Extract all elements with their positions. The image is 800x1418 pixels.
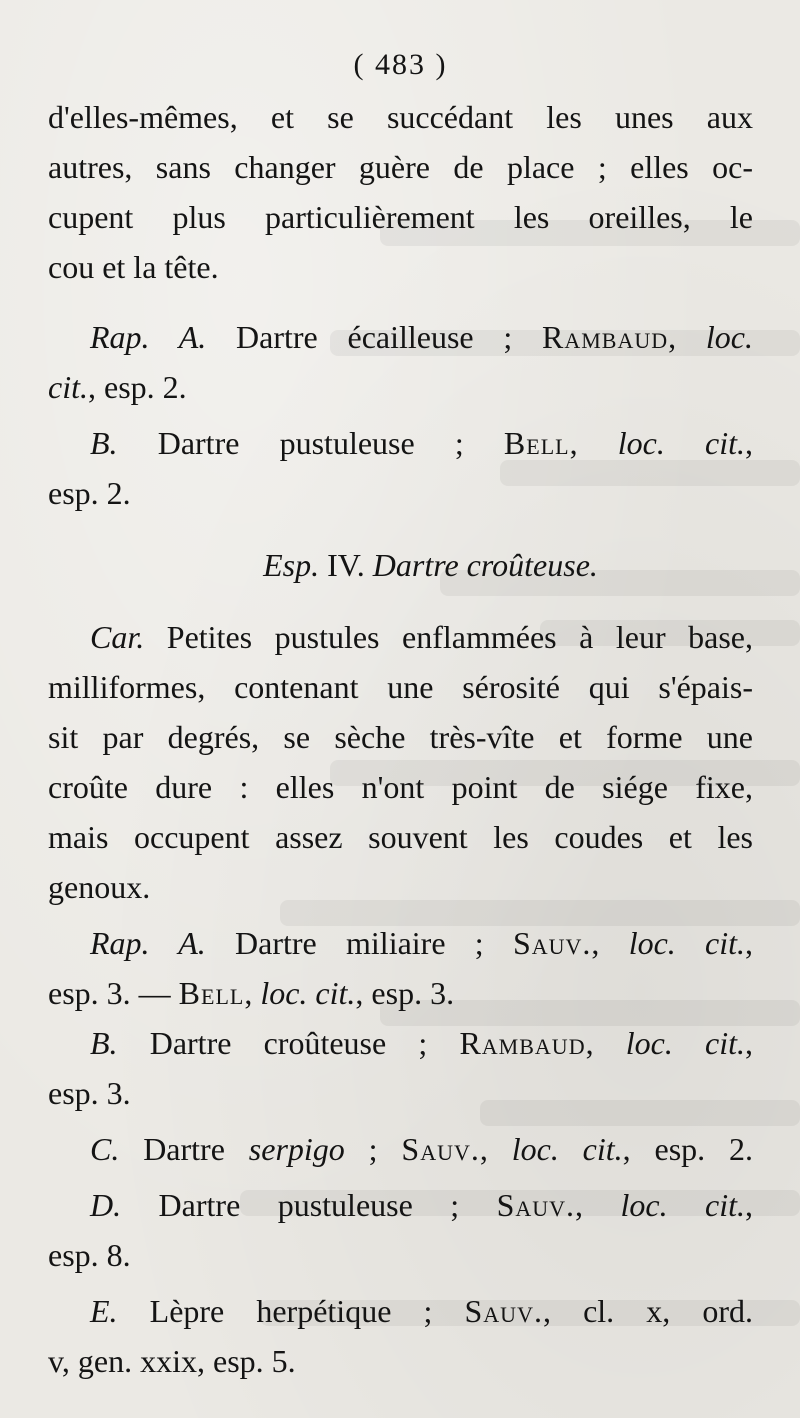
text-line: cit., esp. 2.	[48, 369, 187, 405]
text-line: esp. 8.	[48, 1237, 131, 1273]
text-line: esp. 2.	[48, 475, 131, 511]
text-line: autres, sans changer guère de place ; elles oc-	[48, 149, 753, 185]
text-line: D. Dartre pustuleuse ; Sauv., loc. cit.,	[90, 1187, 754, 1223]
author-name: Rambaud	[542, 319, 669, 355]
rapport-d	[48, 1180, 753, 1280]
rapport-a-2	[48, 918, 753, 1018]
page-number: ( 483 )	[353, 48, 448, 81]
text-line: esp. 3. — Bell, loc. cit., esp. 3.	[48, 975, 455, 1011]
text-line: cupent plus particulièrement les oreilles, le	[48, 199, 753, 235]
text-line: cou et la tête.	[48, 249, 219, 285]
text-line: sit par degrés, se sèche très-vîte et forme une	[48, 719, 753, 755]
author-name: Rambaud	[459, 1025, 586, 1061]
text-line: B. Dartre croûteuse ; Rambaud, loc. cit.,	[90, 1025, 754, 1061]
text-line: E. Lèpre herpétique ; Sauv., cl. x, ord.	[90, 1293, 754, 1329]
rap-label: C.	[90, 1131, 120, 1167]
rapport-b-1	[48, 418, 753, 518]
text-line: d'elles-mêmes, et se succédant les unes aux	[48, 99, 753, 135]
text-line: Car. Petites pustules enflammées à leur base,	[90, 619, 753, 655]
author-name: Bell	[503, 425, 570, 461]
author-name: Sauv.	[401, 1131, 480, 1167]
rap-label: Rap. A.	[90, 925, 206, 961]
rapport-e	[48, 1286, 753, 1386]
car-label: Car.	[90, 619, 145, 655]
text-line: mais occupent assez souvent les coudes et les	[48, 819, 753, 855]
text-line: C. Dartre serpigo ; Sauv., loc. cit., esp. 2.	[90, 1131, 754, 1167]
text-line: B. Dartre pustuleuse ; Bell, loc. cit.,	[90, 425, 754, 461]
rap-label: D.	[90, 1187, 122, 1223]
author-name: Sauv.	[464, 1293, 543, 1329]
rapport-b-2	[48, 1018, 753, 1118]
page-text	[48, 40, 753, 1386]
text-line: Rap. A. Dartre écailleuse ; Rambaud, loc.	[90, 319, 753, 355]
text-line: milliformes, contenant une sérosité qui s'épais-	[48, 669, 753, 705]
rap-label: E.	[90, 1293, 118, 1329]
rap-label: B.	[90, 1025, 118, 1061]
rapport-a-1	[48, 312, 753, 412]
author-name: Bell	[178, 975, 245, 1011]
rapport-c	[48, 1124, 753, 1174]
author-name: Sauv.	[496, 1187, 576, 1223]
rap-label: B.	[90, 425, 118, 461]
text-line: croûte dure : elles n'ont point de siége fixe,	[48, 769, 753, 805]
rap-label: Rap. A.	[90, 319, 207, 355]
text-line: esp. 3.	[48, 1075, 131, 1111]
species-heading: Esp. IV. Dartre croûteuse.	[263, 547, 598, 583]
characters-paragraph	[48, 612, 753, 912]
text-line: Rap. A. Dartre miliaire ; Sauv., loc. cit.,	[90, 925, 754, 961]
text-line: genoux.	[48, 869, 151, 905]
paragraph-continuation	[48, 92, 753, 292]
text-line: v, gen. xxix, esp. 5.	[48, 1343, 296, 1379]
author-name: Sauv.	[512, 925, 592, 961]
